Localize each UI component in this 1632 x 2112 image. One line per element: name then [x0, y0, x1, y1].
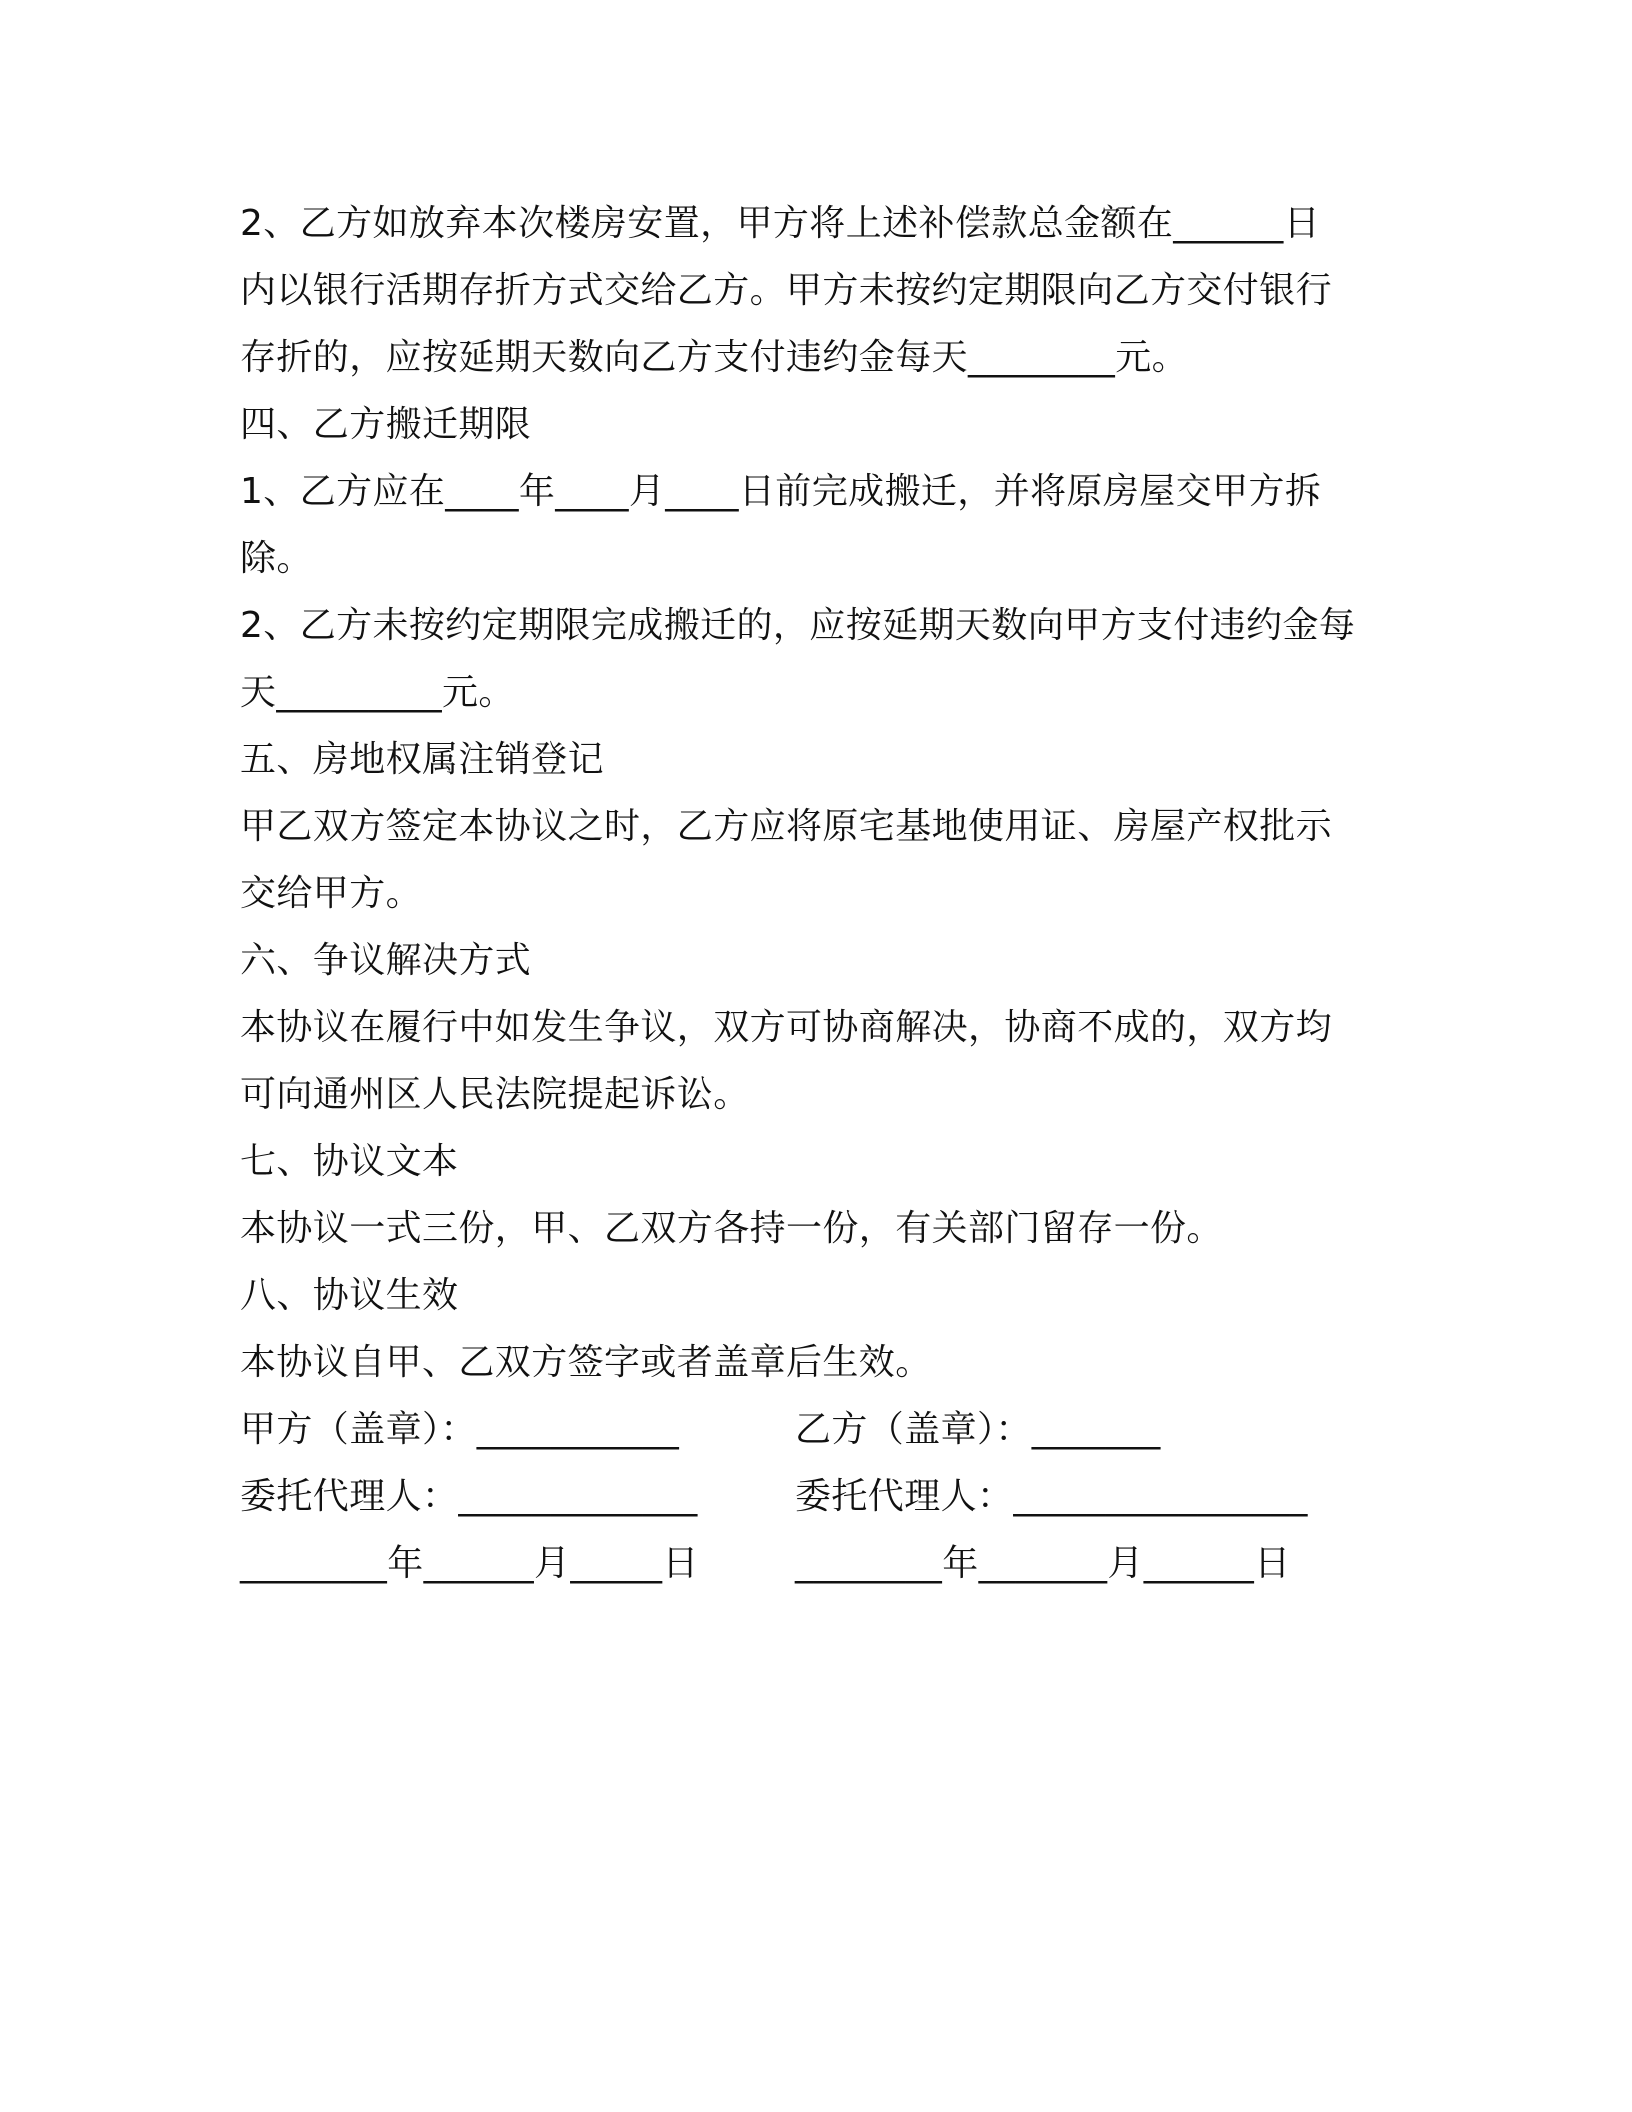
party-a-seal-field: 甲方（盖章）：___________ [240, 1409, 680, 1450]
relocation-clause-2-line-1: 2、乙方未按约定期限完成搬迁的，应按延期天数向甲方支付违约金每 [240, 605, 1356, 646]
dispute-resolution-line-1: 本协议在履行中如发生争议，双方可协商解决，协商不成的，双方均 [240, 1007, 1333, 1048]
title-cancellation-line-2: 交给甲方。 [240, 873, 423, 914]
signature-agent-row [240, 1463, 1390, 1530]
relocation-clause-1-line-2: 除。 [240, 538, 313, 579]
relocation-clause-2-line-2: 天_________元。 [240, 672, 515, 713]
section-heading-relocation-deadline: 四、乙方搬迁期限 [240, 404, 532, 445]
title-cancellation-line-1: 甲乙双方签定本协议之时，乙方应将原宅基地使用证、房屋产权批示 [240, 806, 1333, 847]
section-heading-dispute-resolution: 六、争议解决方式 [240, 940, 532, 981]
party-b-seal-field: 乙方（盖章）：_______ [795, 1409, 1161, 1450]
relocation-clause-1-line-1: 1、乙方应在____年____月____日前完成搬迁，并将原房屋交甲方拆 [240, 471, 1322, 512]
dispute-resolution-line-2: 可向通州区人民法院提起诉讼。 [240, 1074, 750, 1115]
party-a-date-field: ________年______月_____日 [240, 1543, 699, 1584]
signature-date-row [240, 1530, 1390, 1597]
party-b-date-field: ________年_______月______日 [795, 1543, 1291, 1584]
effectiveness-text: 本协议自甲、乙双方签字或者盖章后生效。 [240, 1342, 932, 1383]
party-a-agent-field: 委托代理人：_____________ [240, 1476, 698, 1517]
signature-seal-row [240, 1396, 1390, 1463]
section-heading-effectiveness: 八、协议生效 [240, 1275, 459, 1316]
clause-4-2-line-2: 内以银行活期存折方式交给乙方。甲方未按约定期限向乙方交付银行 [240, 270, 1333, 311]
agreement-copies-text: 本协议一式三份，甲、乙双方各持一份，有关部门留存一份。 [240, 1208, 1223, 1249]
section-heading-agreement-copies: 七、协议文本 [240, 1141, 459, 1182]
clause-4-2-line-1: 2、乙方如放弃本次楼房安置，甲方将上述补偿款总金额在______日 [240, 203, 1321, 244]
party-b-agent-field: 委托代理人：________________ [795, 1476, 1308, 1517]
document-body [240, 190, 1390, 1597]
section-heading-title-cancellation: 五、房地权属注销登记 [240, 739, 605, 780]
clause-4-2-line-3: 存折的，应按延期天数向乙方支付违约金每天________元。 [240, 337, 1189, 378]
